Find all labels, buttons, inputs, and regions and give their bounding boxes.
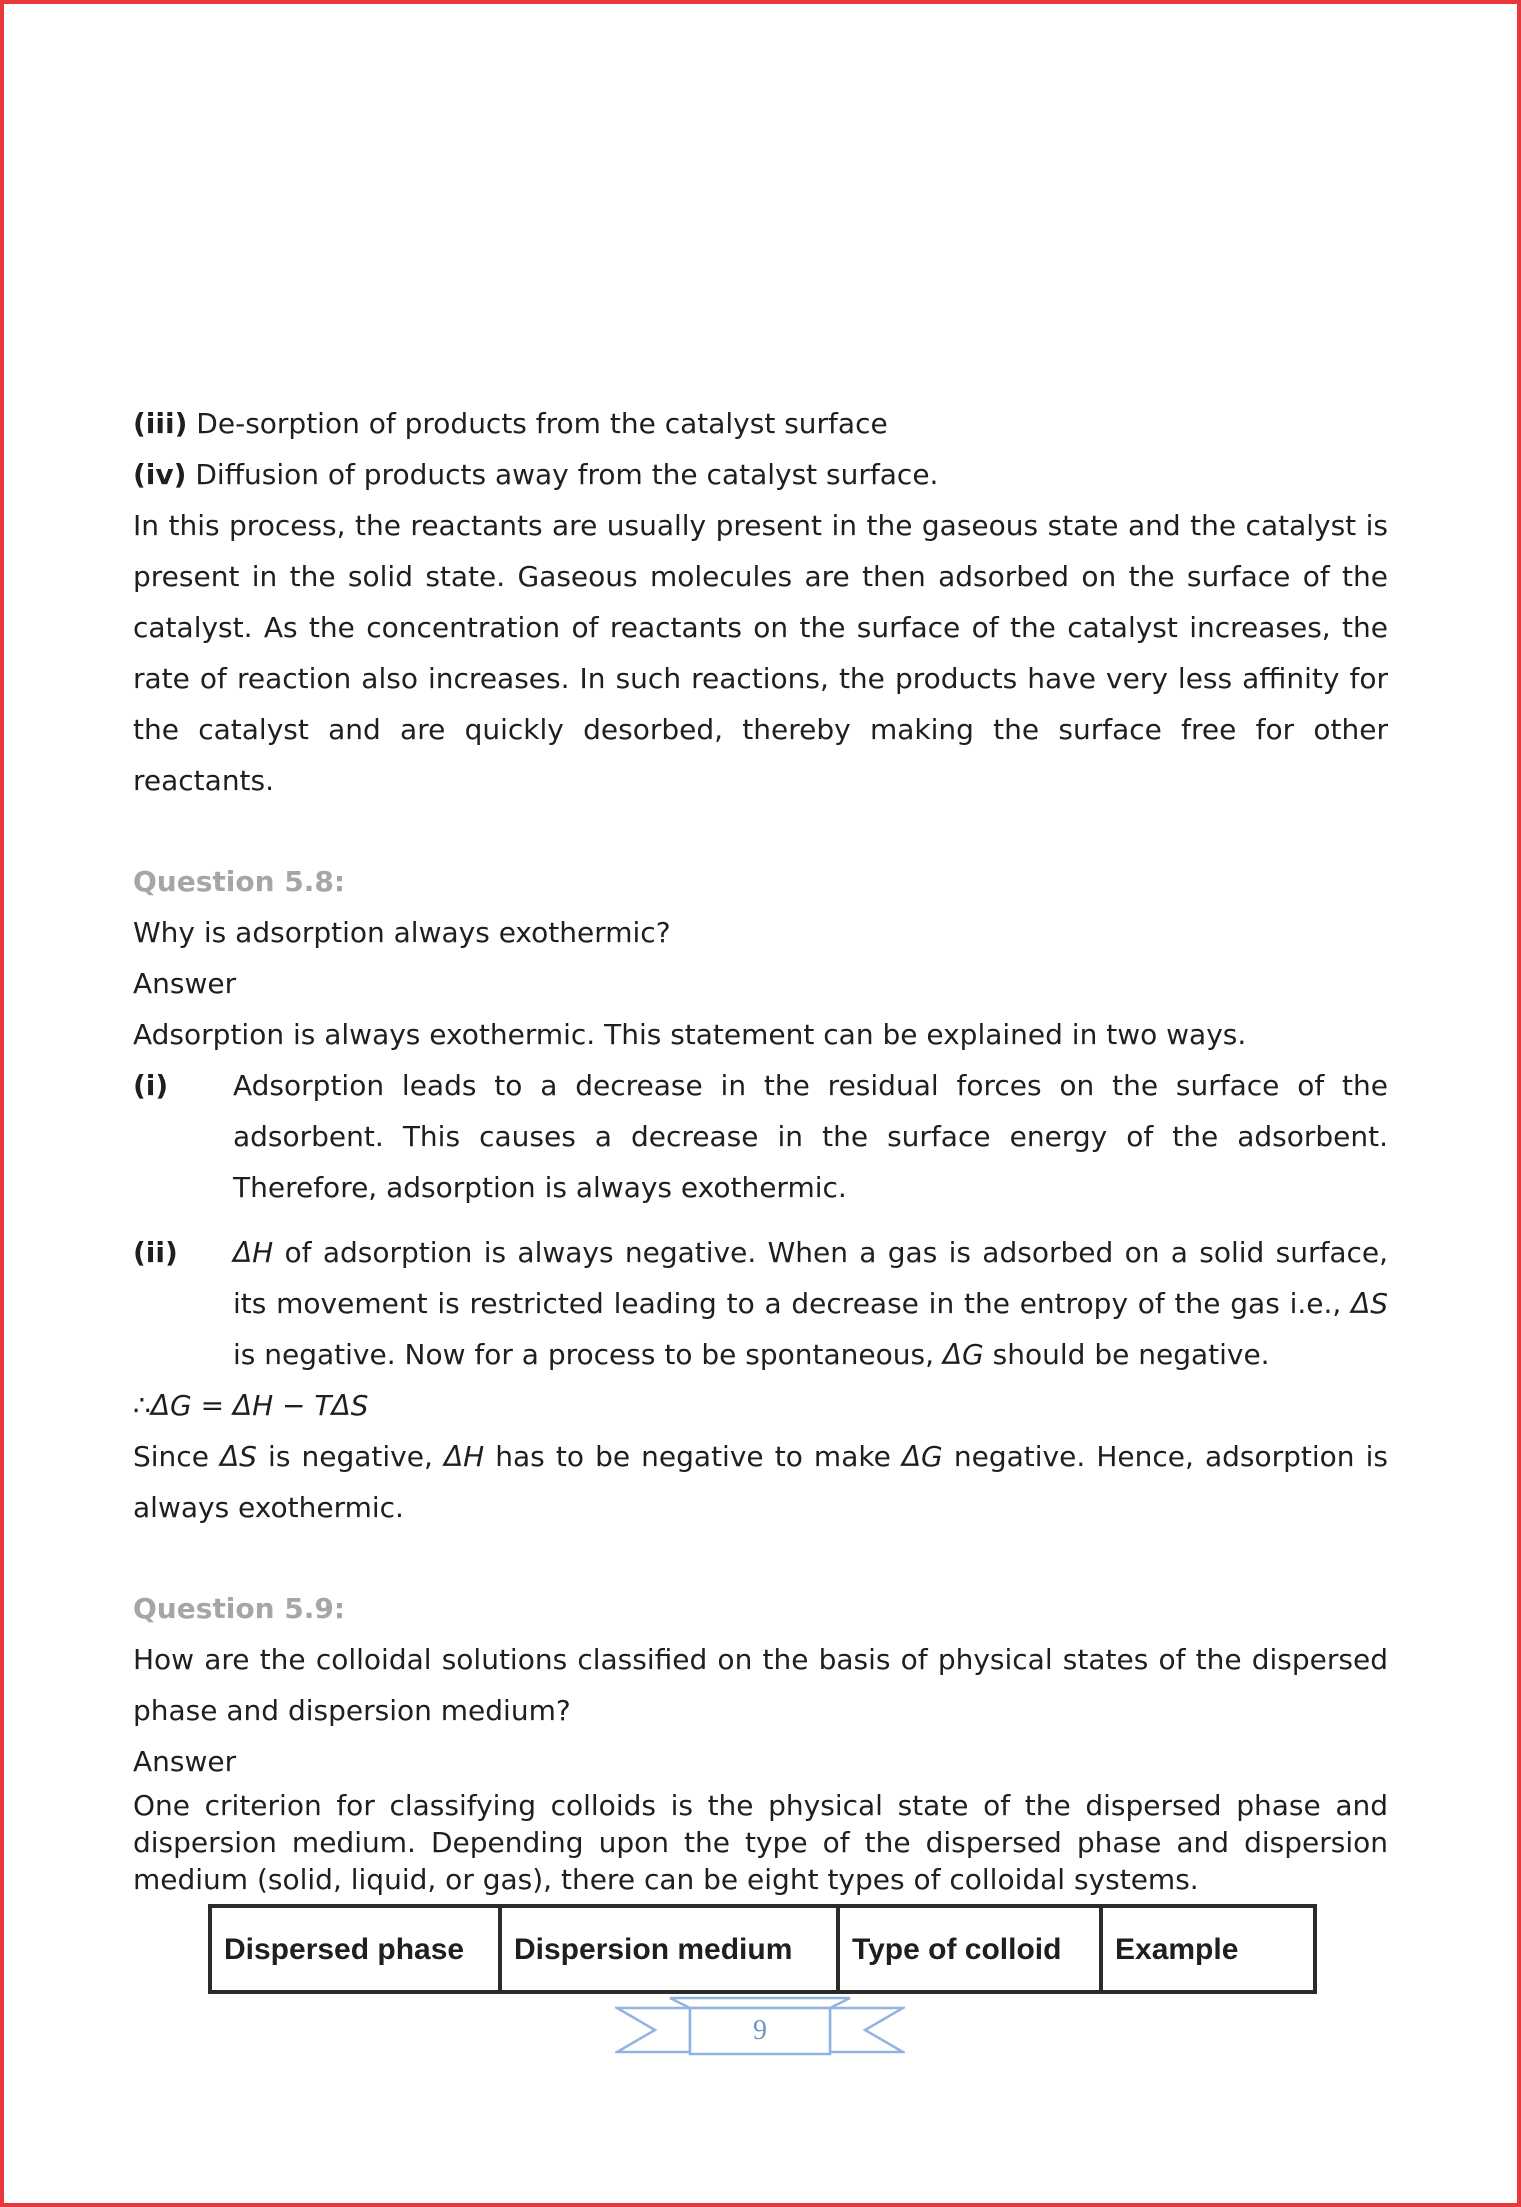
step-iii-text: De-sorption of products from the catalyst surface xyxy=(196,407,888,440)
colloid-table xyxy=(208,1904,1317,1994)
process-line: rate of reaction also increases. In such reactions, the products have very less affinity for xyxy=(133,662,1388,695)
point-i-label: (i) xyxy=(133,1069,169,1102)
conclusion: Since ΔS is negative, ΔH has to be negative to make ΔG negative. Hence, adsorption is always exothermic. xyxy=(133,1440,1388,1524)
question-5-8-text: Why is adsorption always exothermic? xyxy=(133,916,671,949)
step-iv-text: Diffusion of products away from the catalyst surface. xyxy=(195,458,939,491)
step-iii xyxy=(133,398,1388,449)
point-ii-label: (ii) xyxy=(133,1236,178,1269)
table-header: Type of colloid xyxy=(838,1906,1101,1992)
gibbs-equation: ∴ΔG = ΔH − TΔS xyxy=(133,1389,369,1422)
page-content xyxy=(133,398,1388,1994)
answer-5-9-text: One criterion for classifying colloids is the physical state of the dispersed phase and dispersion medium. Depending upon the type of the dispersed phase and dispersion medium (solid, liquid, or gas), there can be eight types of colloidal systems. xyxy=(133,1789,1388,1896)
table-header: Dispersed phase xyxy=(210,1906,500,1992)
delta-h: ΔH xyxy=(233,1236,274,1269)
table-header: Dispersion medium xyxy=(500,1906,838,1992)
point-i-text: Adsorption leads to a decrease in the residual forces on the surface of the adsorbent. This causes a decrease in the surface energy of the adsorbent. Therefore, adsorption is always exothermic. xyxy=(233,1069,1388,1204)
step-iii-label: (iii) xyxy=(133,407,188,440)
table-header-row xyxy=(210,1906,1315,1992)
delta-g: ΔG xyxy=(942,1338,984,1371)
answer-label: Answer xyxy=(133,967,237,1000)
point-i xyxy=(133,1060,1388,1213)
answer-label: Answer xyxy=(133,1745,237,1778)
process-line: the catalyst and are quickly desorbed, thereby making the surface free for other reactants. xyxy=(133,713,1388,797)
step-iv xyxy=(133,449,1388,500)
point-ii xyxy=(133,1227,1388,1380)
question-5-9-text: How are the colloidal solutions classified on the basis of physical states of the dispersed phase and dispersion medium? xyxy=(133,1643,1388,1727)
process-paragraph xyxy=(133,500,1388,806)
table-header: Example xyxy=(1101,1906,1315,1992)
page-number-badge xyxy=(615,1990,905,2070)
question-5-8-heading: Question 5.8: xyxy=(133,865,346,898)
delta-s: ΔS xyxy=(1351,1287,1388,1320)
answer-intro: Adsorption is always exothermic. This statement can be explained in two ways. xyxy=(133,1018,1247,1051)
process-line: In this process, the reactants are usually present in the gaseous state and the catalyst is xyxy=(133,509,1388,542)
process-line: catalyst. As the concentration of reactants on the surface of the catalyst increases, the xyxy=(133,611,1388,644)
point-ii-text: ΔH of adsorption is always negative. When a gas is adsorbed on a solid surface, its movement is restricted leading to a decrease in the entropy of the gas i.e., ΔS is negative. Now for a process to be spontaneous, ΔG should be negative. xyxy=(233,1236,1388,1371)
step-iv-label: (iv) xyxy=(133,458,187,491)
question-5-9-heading: Question 5.9: xyxy=(133,1592,346,1625)
page-number: 9 xyxy=(753,2015,767,2046)
process-line: present in the solid state. Gaseous molecules are then adsorbed on the surface of the xyxy=(133,560,1388,593)
